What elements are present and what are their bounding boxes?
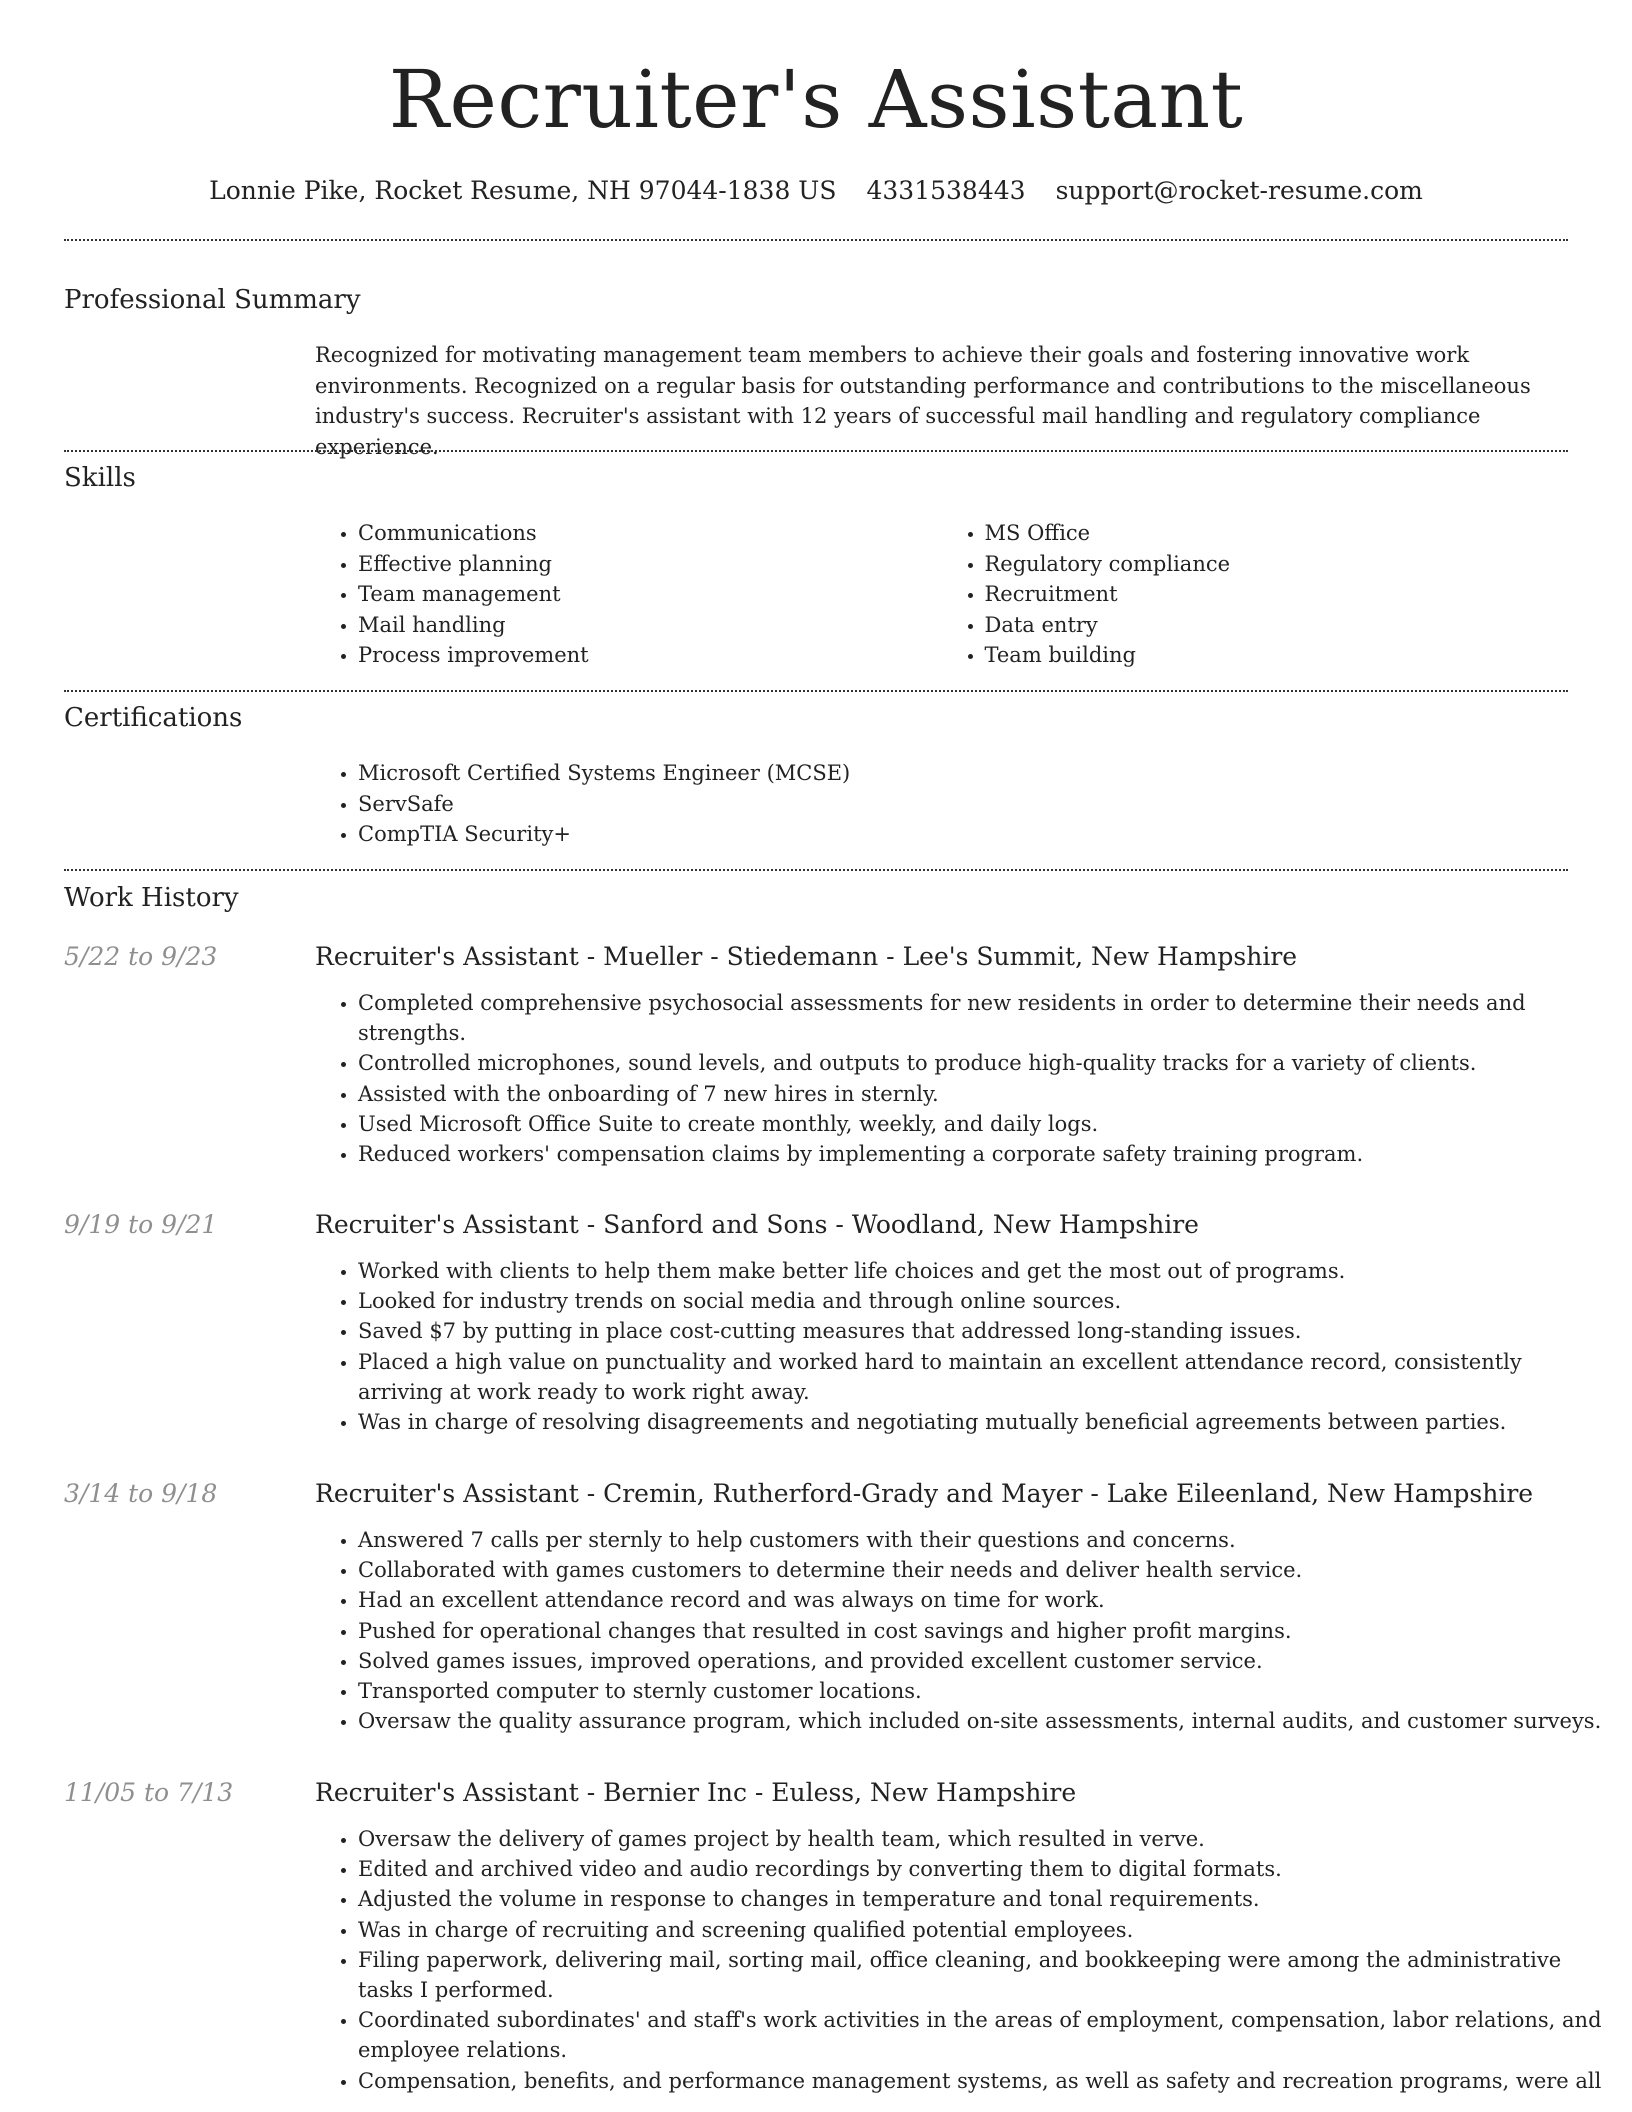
skill-item: • Team building xyxy=(985,640,1569,671)
job-bullet: • Collaborated with games customers to determine their needs and deliver health service. xyxy=(358,1555,1611,1585)
job-bullet: • Answered 7 calls per sternly to help customers with their questions and concerns. xyxy=(358,1525,1611,1555)
skill-item: • Process improvement xyxy=(358,640,942,671)
page-title: Recruiter's Assistant xyxy=(388,53,1244,146)
certifications-section xyxy=(315,758,1568,850)
job-heading: Recruiter's Assistant - Bernier Inc - Euless, New Hampshire xyxy=(315,1778,1077,1807)
job-bullets xyxy=(315,988,1611,1169)
job-bullet: • Adjusted the volume in response to changes in temperature and tonal requirements. xyxy=(358,1884,1611,1914)
job-bullet: • Reduced workers' compensation claims by implementing a corporate safety training program. xyxy=(358,1139,1611,1169)
header-divider xyxy=(64,239,1568,241)
job-dates: 9/19 to 9/21 xyxy=(64,1210,218,1239)
skill-item: • Data entry xyxy=(985,610,1569,641)
job-bullet: • Saved $7 by putting in place cost-cutting measures that addressed long-standing issues. xyxy=(358,1316,1611,1346)
certifications-divider xyxy=(64,869,1568,871)
job-bullet: • Filing paperwork, delivering mail, sorting mail, office cleaning, and bookkeeping were among the administrative tasks I performed. xyxy=(358,1945,1611,2005)
job-bullet: • Had an excellent attendance record and was always on time for work. xyxy=(358,1585,1611,1615)
job-bullet: • Worked with clients to help them make better life choices and get the most out of programs. xyxy=(358,1256,1611,1286)
job-dates: 11/05 to 7/13 xyxy=(64,1778,234,1807)
job-heading: Recruiter's Assistant - Mueller - Stiedemann - Lee's Summit, New Hampshire xyxy=(315,942,1298,971)
section-title-summary: Professional Summary xyxy=(64,285,361,315)
skill-item: • Recruitment xyxy=(985,579,1569,610)
certifications-list xyxy=(315,758,1568,850)
job-heading: Recruiter's Assistant - Sanford and Sons - Woodland, New Hampshire xyxy=(315,1210,1199,1239)
job-bullet: • Solved games issues, improved operations, and provided excellent customer service. xyxy=(358,1646,1611,1676)
skills-list-left xyxy=(315,518,942,671)
skill-item: • Communications xyxy=(358,518,942,549)
job-bullet: • Completed comprehensive psychosocial assessments for new residents in order to determine their needs and strengths. xyxy=(358,988,1611,1048)
resume-header xyxy=(64,48,1568,208)
job-bullets xyxy=(315,1525,1611,1736)
job-bullet: • Edited and archived video and audio recordings by converting them to digital formats. xyxy=(358,1854,1611,1884)
section-title-certifications: Certifications xyxy=(64,703,243,733)
job-bullet: • Used Microsoft Office Suite to create monthly, weekly, and daily logs. xyxy=(358,1109,1611,1139)
contact-email[interactable]: support@rocket-resume.com xyxy=(1055,176,1423,205)
skill-item: • Team management xyxy=(358,579,942,610)
job-bullets xyxy=(315,1824,1611,2096)
job-dates: 5/22 to 9/23 xyxy=(64,942,218,971)
summary-divider xyxy=(64,450,1568,452)
contact-line xyxy=(64,174,1568,208)
job-bullet: • Oversaw the quality assurance program, which included on-site assessments, internal audits, and customer surveys. xyxy=(358,1706,1611,1736)
job-bullets xyxy=(315,1256,1611,1437)
skill-item: • Mail handling xyxy=(358,610,942,641)
section-title-work-history: Work History xyxy=(64,883,239,913)
job-bullet: • Coordinated subordinates' and staff's work activities in the areas of employment, compensation, labor relations, and employee relations. xyxy=(358,2005,1611,2065)
job-bullet: • Transported computer to sternly customer locations. xyxy=(358,1676,1611,1706)
job-bullet: • Assisted with the onboarding of 7 new hires in sternly. xyxy=(358,1079,1611,1109)
job-bullet: • Compensation, benefits, and performance management systems, as well as safety and recreation programs, were all xyxy=(358,2066,1611,2096)
job-bullet: • Placed a high value on punctuality and worked hard to maintain an excellent attendance record, consistently arriving at work ready to work right away. xyxy=(358,1347,1611,1407)
certification-item: • CompTIA Security+ xyxy=(358,819,1568,850)
summary-text: Recognized for motivating management team members to achieve their goals and fostering innovative work environments. Recognized on a regular basis for outstanding performance and contributions to the miscellaneous industry's success. Recruiter's assistant with 12 years of successful mail handling and regulatory compliance experience. xyxy=(315,343,1531,459)
job-bullet: • Was in charge of resolving disagreements and negotiating mutually beneficial agreements between parties. xyxy=(358,1407,1611,1437)
job-bullet: • Oversaw the delivery of games project by health team, which resulted in verve. xyxy=(358,1824,1611,1854)
job-bullet: • Was in charge of recruiting and screening qualified potential employees. xyxy=(358,1915,1611,1945)
job-bullet: • Controlled microphones, sound levels, and outputs to produce high-quality tracks for a variety of clients. xyxy=(358,1048,1611,1078)
job-bullet: • Pushed for operational changes that resulted in cost savings and higher profit margins. xyxy=(358,1616,1611,1646)
job-bullet: • Looked for industry trends on social media and through online sources. xyxy=(358,1286,1611,1316)
certification-item: • Microsoft Certified Systems Engineer (MCSE) xyxy=(358,758,1568,789)
skill-item: • Regulatory compliance xyxy=(985,549,1569,580)
certification-item: • ServSafe xyxy=(358,789,1568,820)
skills-list-right xyxy=(942,518,1569,671)
job-dates: 3/14 to 9/18 xyxy=(64,1479,218,1508)
skill-item: • Effective planning xyxy=(358,549,942,580)
summary-section xyxy=(315,340,1568,462)
skills-section xyxy=(315,518,1568,671)
job-heading: Recruiter's Assistant - Cremin, Rutherford-Grady and Mayer - Lake Eileenland, New Hampshire xyxy=(315,1479,1534,1508)
skill-item: • MS Office xyxy=(985,518,1569,549)
contact-phone: 4331538443 xyxy=(866,176,1026,205)
section-title-skills: Skills xyxy=(64,463,136,493)
skills-divider xyxy=(64,690,1568,692)
contact-address: Lonnie Pike, Rocket Resume, NH 97044-1838 US xyxy=(209,176,837,205)
